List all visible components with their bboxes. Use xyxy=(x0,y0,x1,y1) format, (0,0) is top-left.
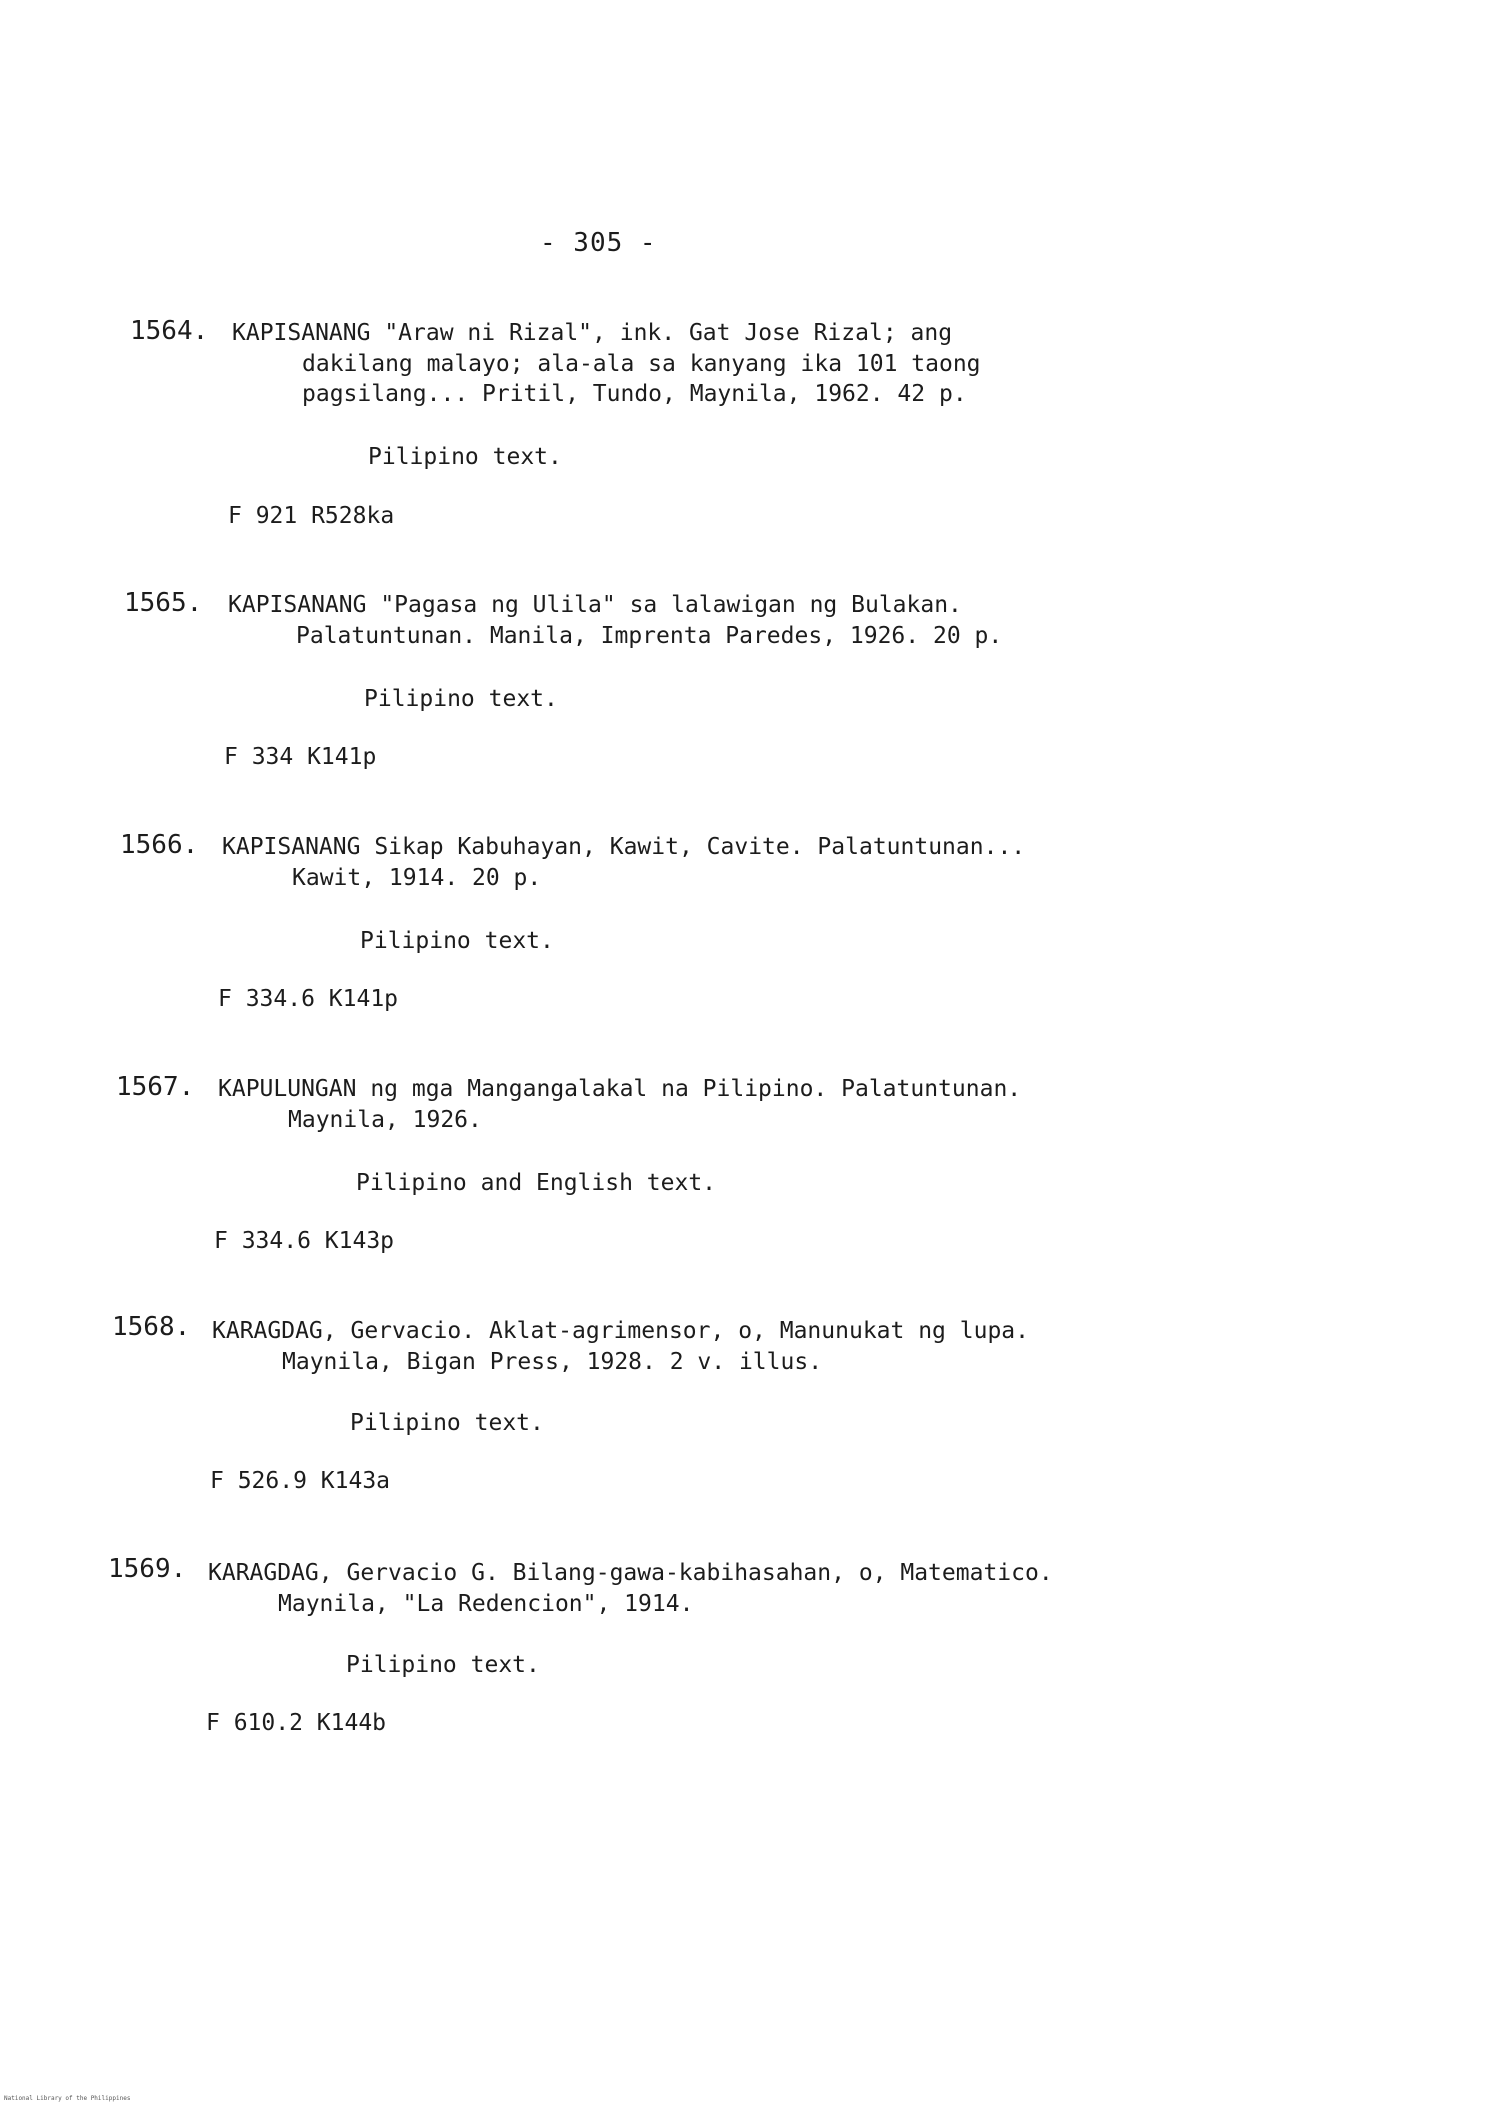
entry-number: 1564. xyxy=(130,316,209,346)
entry-line: KARAGDAG, Gervacio G. Bilang-gawa-kabihasahan, o, Matematico. xyxy=(208,1560,1053,1586)
entry-line: Maynila, 1926. xyxy=(288,1107,482,1133)
call-number: F 334.6 K141p xyxy=(218,986,399,1012)
entry-number: 1568. xyxy=(112,1312,191,1342)
language-note: Pilipino text. xyxy=(350,1410,544,1436)
entry-line: Maynila, "La Redencion", 1914. xyxy=(278,1591,694,1617)
footer-watermark: National Library of the Philippines xyxy=(4,2095,131,2102)
entry-line: Kawit, 1914. 20 p. xyxy=(292,865,542,891)
entry-number: 1565. xyxy=(124,588,203,618)
entry-number: 1566. xyxy=(120,830,199,860)
entry-line: Maynila, Bigan Press, 1928. 2 v. illus. xyxy=(282,1349,823,1375)
page-number: - 305 - xyxy=(540,228,657,258)
call-number: F 610.2 K144b xyxy=(206,1710,387,1736)
call-number: F 526.9 K143a xyxy=(210,1468,391,1494)
entry-line: KAPISANANG "Araw ni Rizal", ink. Gat Jose Rizal; ang xyxy=(232,320,953,346)
call-number: F 334 K141p xyxy=(224,744,377,770)
language-note: Pilipino text. xyxy=(360,928,554,954)
language-note: Pilipino text. xyxy=(346,1652,540,1678)
entry-number: 1569. xyxy=(108,1554,187,1584)
language-note: Pilipino text. xyxy=(368,444,562,470)
entry-line: Palatuntunan. Manila, Imprenta Paredes, 1926. 20 p. xyxy=(296,623,1003,649)
entry-line: KAPULUNGAN ng mga Mangangalakal na Pilipino. Palatuntunan. xyxy=(218,1076,1022,1102)
entry-line: KAPISANANG "Pagasa ng Ulila" sa lalawigan ng Bulakan. xyxy=(228,592,962,618)
call-number: F 334.6 K143p xyxy=(214,1228,395,1254)
language-note: Pilipino and English text. xyxy=(356,1170,717,1196)
entry-number: 1567. xyxy=(116,1072,195,1102)
entry-line: pagsilang... Pritil, Tundo, Maynila, 1962. 42 p. xyxy=(302,381,967,407)
entry-line: dakilang malayo; ala-ala sa kanyang ika 101 taong xyxy=(302,351,981,377)
entry-line: KAPISANANG Sikap Kabuhayan, Kawit, Cavite. Palatuntunan... xyxy=(222,834,1026,860)
entry-line: KARAGDAG, Gervacio. Aklat-agrimensor, o, Manunukat ng lupa. xyxy=(212,1318,1029,1344)
call-number: F 921 R528ka xyxy=(228,503,395,529)
language-note: Pilipino text. xyxy=(364,686,558,712)
